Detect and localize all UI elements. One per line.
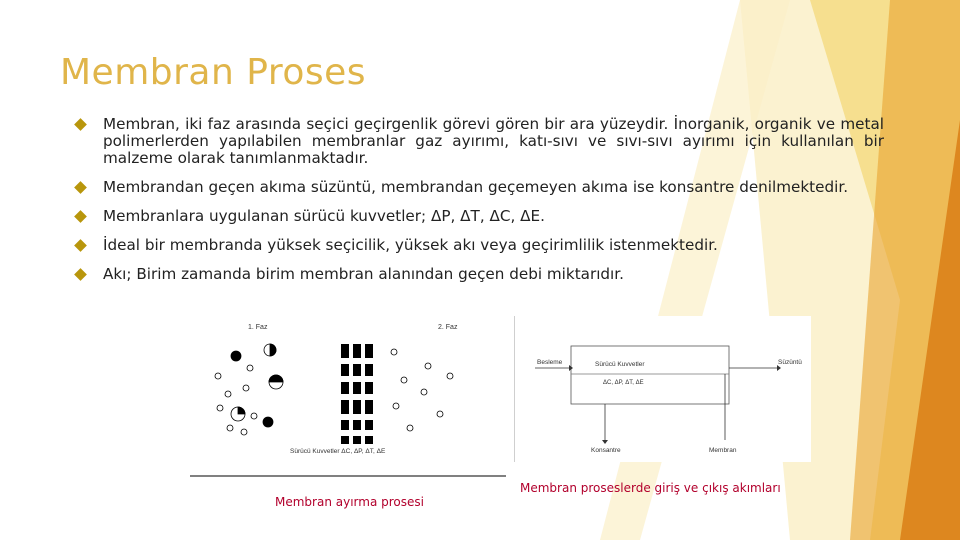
concentrate-label: Konsantre	[591, 447, 621, 454]
membrane-label: Membran	[709, 447, 737, 454]
bullet-text: Membranlara uygulanan sürücü kuvvetler; ΔP, ΔT, ΔC, ΔE.	[103, 207, 545, 225]
diamond-bullet-icon	[74, 118, 87, 131]
membrane-separation-figure	[188, 318, 508, 478]
diamond-bullet-icon	[74, 210, 87, 223]
bullet-item	[76, 208, 884, 225]
bullet-item	[76, 237, 884, 254]
driving-force-label: Sürücü Kuvvetler	[595, 361, 645, 368]
diamond-bullet-icon	[74, 239, 87, 252]
membrane-unit-box	[571, 346, 729, 404]
phase2-label: 2. Faz	[438, 324, 458, 331]
figure2-caption: Membran proseslerde giriş ve çıkış akımları	[520, 481, 781, 495]
bullet-item	[76, 179, 884, 196]
driving-force-values: ΔC, ΔP, ΔT, ΔE	[603, 380, 644, 386]
bullet-text: Membran, iki faz arasında seçici geçirgenlik görevi gören bir ara yüzeydir. İnorganik, organik ve metal polimerlerden yapılabilen membranlar gaz ayırımı, katı-sıvı ve sıvı-sıvı ayırımı için kullanılan bir malzeme olarak tanımlanmaktadır.	[103, 115, 884, 167]
membrane-layer	[341, 344, 373, 444]
bullet-text: İdeal bir membranda yüksek seçicilik, yüksek akı veya geçirimlilik istenmektedir.	[103, 236, 718, 254]
feed-label: Besleme	[537, 359, 563, 366]
bullet-text: Membrandan geçen akıma süzüntü, membrandan geçemeyen akıma ise konsantre denilmektedir.	[103, 178, 849, 196]
bullet-list	[76, 116, 884, 295]
bullet-item	[76, 266, 884, 283]
figure1-caption: Membran ayırma prosesi	[275, 495, 424, 509]
diamond-bullet-icon	[74, 181, 87, 194]
slide-title: Membran Proses	[60, 52, 367, 93]
bullet-text: Akı; Birim zamanda birim membran alanından geçen debi miktarıdır.	[103, 265, 624, 283]
diamond-bullet-icon	[74, 268, 87, 281]
process-stream-diagram	[514, 316, 811, 462]
bullet-item	[76, 116, 884, 167]
driving-forces-label: Sürücü Kuvvetler ΔC, ΔP, ΔT, ΔE	[290, 448, 386, 455]
permeate-label: Süzüntü	[778, 359, 802, 366]
phase1-label: 1. Faz	[248, 324, 268, 331]
